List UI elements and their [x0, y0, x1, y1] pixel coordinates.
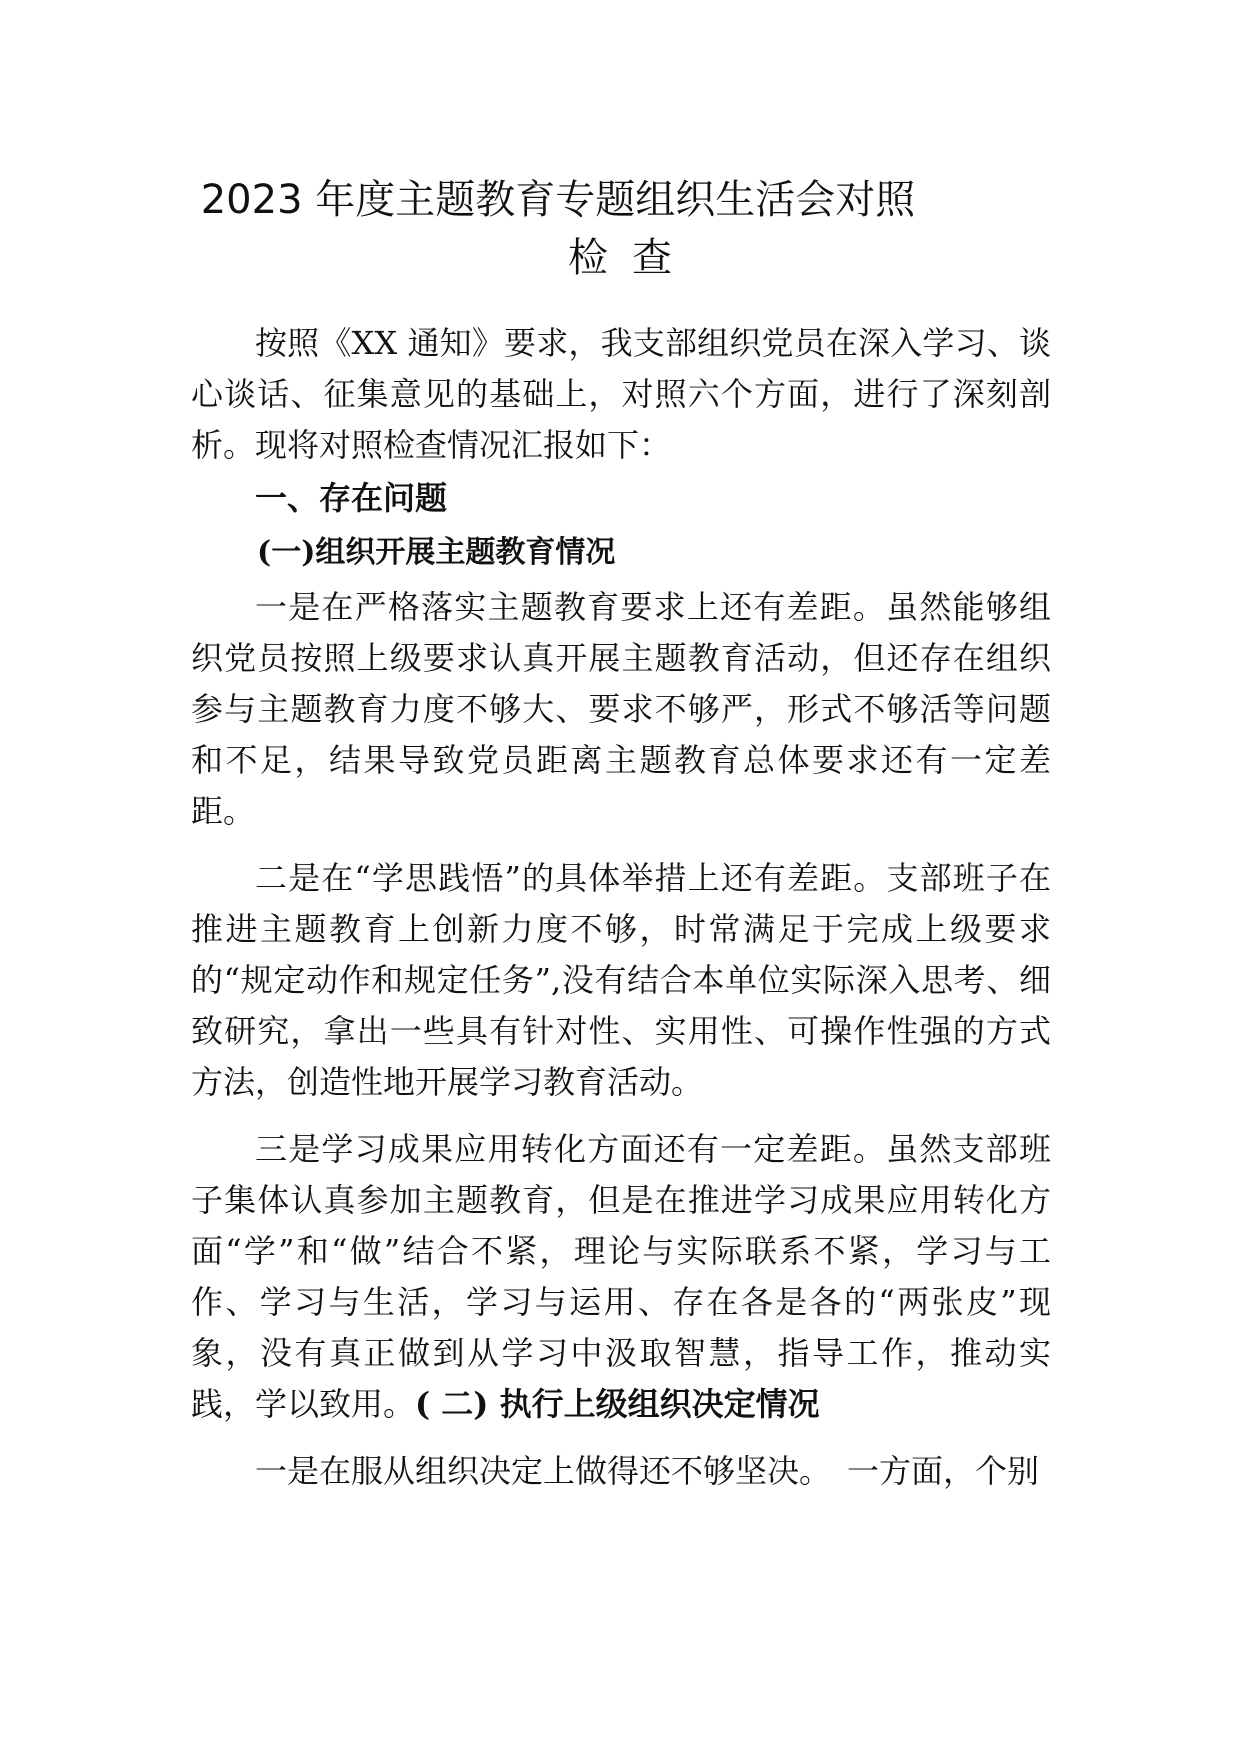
document-title-line-2: 检查 — [568, 235, 696, 281]
paragraph-4: 一是在服从组织决定上做得还不够坚决。 一方面，个别 — [255, 1452, 1040, 1490]
document-body — [191, 318, 1051, 1497]
paragraph-3-text: 三是学习成果应用转化方面还有一定差距。虽然支部班子集体认真参加主题教育，但是在推进学习成果应用转化方面“学”和“做”结合不紧，理论与实际联系不紧，学习与工作、学习与生活，学习与运用、存在各是各的“两张皮”现象，没有真正做到从学习中汲取智慧，指导工作，推动实践，学以致用。 — [191, 1130, 1051, 1423]
section-heading-problems: 一、存在问题 — [255, 479, 448, 517]
subsection-heading-2: ( 二) 执行上级组织决定情况 — [415, 1385, 820, 1423]
document-title-line-1: 2023 年度主题教育专题组织生活会对照 — [200, 177, 916, 223]
subsection-heading-1: (一)组织开展主题教育情况 — [257, 535, 616, 570]
intro-paragraph: 按照《XX 通知》要求，我支部组织党员在深入学习、谈心谈话、征集意见的基础上，对照六个方面，进行了深刻剖析。现将对照检查情况汇报如下： — [191, 324, 1051, 464]
paragraph-1: 一是在严格落实主题教育要求上还有差距。虽然能够组织党员按照上级要求认真开展主题教育活动，但还存在组织参与主题教育力度不够大、要求不够严，形式不够活等问题和不足，结果导致党员距离主题教育总体要求还有一定差距。 — [191, 588, 1051, 830]
paragraph-2: 二是在“学思践悟”的具体举措上还有差距。支部班子在推进主题教育上创新力度不够，时常满足于完成上级要求的“规定动作和规定任务”,没有结合本单位实际深入思考、细致研究，拿出一些具有针对性、实用性、可操作性强的方式方法，创造性地开展学习教育活动。 — [191, 859, 1051, 1101]
paragraph-3 — [191, 1124, 1051, 1430]
